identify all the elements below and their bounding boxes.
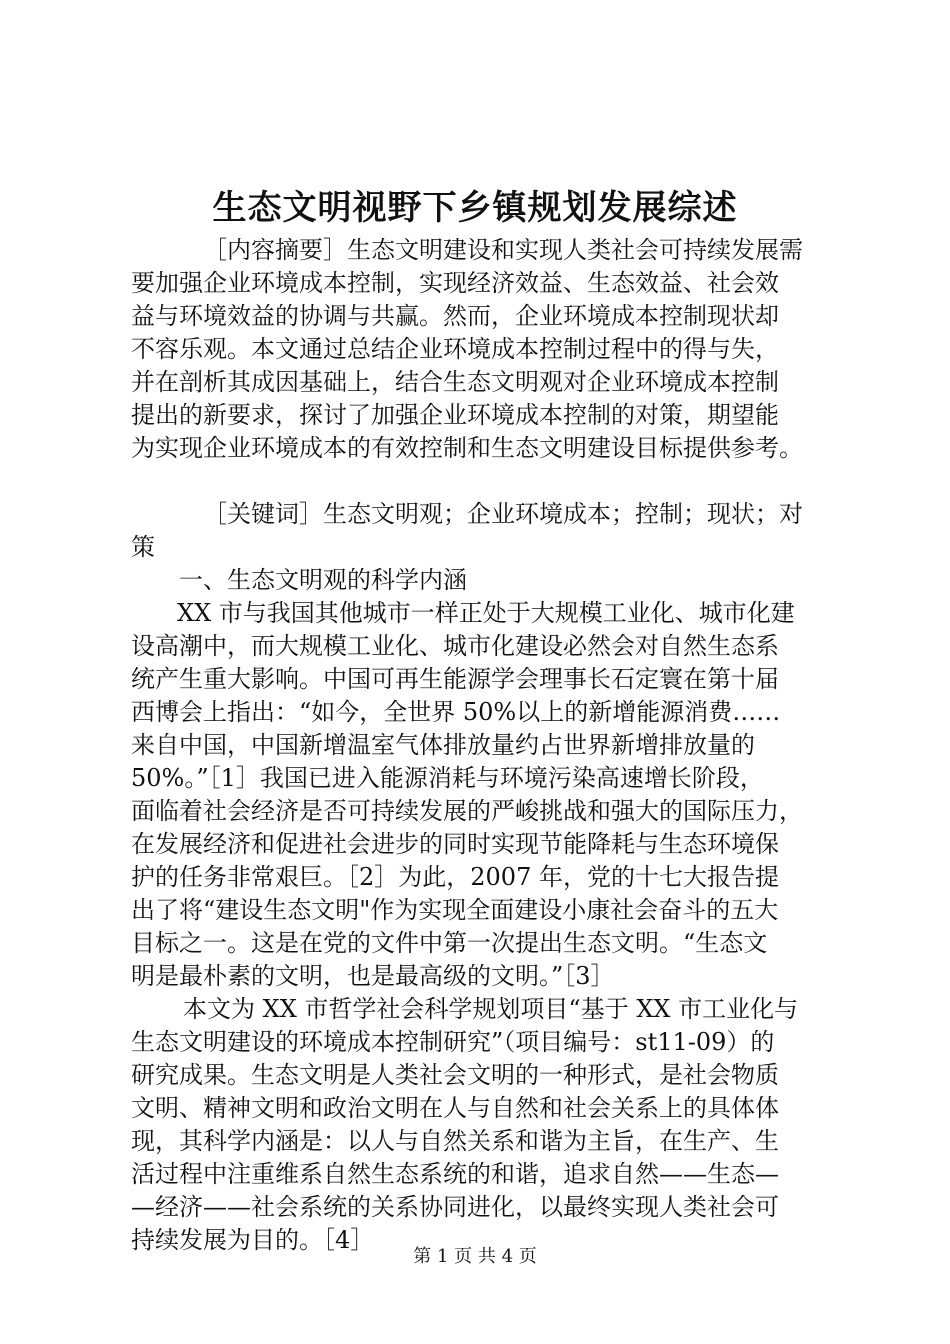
abstract-line: 为实现企业环境成本的有效控制和生态文明建设目标提供参考。 — [131, 434, 803, 462]
paragraph-line: XX 市与我国其他城市一样正处于大规模工业化、城市化建 — [177, 599, 795, 627]
keywords-line: 策 — [131, 533, 155, 561]
paragraph-line: 文明、精神文明和政治文明在人与自然和社会关系上的具体体 — [131, 1094, 779, 1122]
paragraph-line: 持续发展为目的。［4］ — [131, 1226, 375, 1254]
paragraph-line: 护的任务非常艰巨。［2］为此，2007 年，党的十七大报告提 — [131, 863, 779, 891]
document-body — [131, 234, 839, 1257]
section-heading: 一、生态文明观的科学内涵 — [179, 566, 467, 594]
paragraph-line: 统产生重大影响。中国可再生能源学会理事长石定寰在第十届 — [131, 665, 779, 693]
paragraph-line: 设高潮中，而大规模工业化、城市化建设必然会对自然生态系 — [131, 632, 779, 660]
paragraph-line: 目标之一。这是在党的文件中第一次提出生态文明。“生态文 — [131, 929, 768, 957]
paragraph-line: 西博会上指出：“如今，全世界 50%以上的新增能源消费…… — [131, 698, 781, 726]
paragraph-line: 活过程中注重维系自然生态系统的和谐，追求自然——生态— — [131, 1160, 779, 1188]
paragraph-line: —经济——社会系统的关系协同进化，以最终实现人类社会可 — [131, 1193, 779, 1221]
paragraph-line: 明是最朴素的文明，也是最高级的文明。”［3］ — [131, 962, 615, 990]
abstract-line: ［内容摘要］生态文明建设和实现人类社会可持续发展需 — [203, 236, 803, 264]
paragraph-line: 出了将“建设生态文明"作为实现全面建设小康社会奋斗的五大 — [131, 896, 779, 924]
document-title: 生态文明视野下乡镇规划发展综述 — [212, 188, 738, 228]
keywords-line: ［关键词］生态文明观；企业环境成本；控制；现状；对 — [203, 500, 803, 528]
paragraph-line: 研究成果。生态文明是人类社会文明的一种形式，是社会物质 — [131, 1061, 779, 1089]
paragraph-line: 来自中国，中国新增温室气体排放量约占世界新增排放量的 — [131, 731, 755, 759]
abstract-line: 不容乐观。本文通过总结企业环境成本控制过程中的得与失， — [131, 335, 779, 363]
abstract-line: 提出的新要求，探讨了加强企业环境成本控制的对策，期望能 — [131, 401, 779, 429]
page-number-footer: 第 1 页 共 4 页 — [413, 1246, 537, 1267]
paragraph-line: 在发展经济和促进社会进步的同时实现节能降耗与生态环境保 — [131, 830, 779, 858]
paragraph-line: 现，其科学内涵是：以人与自然关系和谐为主旨，在生产、生 — [131, 1127, 779, 1155]
paragraph-line: 50%。”［1］我国已进入能源消耗与环境污染高速增长阶段， — [131, 764, 764, 792]
paragraph-line: 面临着社会经济是否可持续发展的严峻挑战和强大的国际压力， — [131, 797, 803, 825]
paragraph-line: 生态文明建设的环境成本控制研究”（项目编号：st11-09）的 — [131, 1028, 775, 1056]
abstract-line: 益与环境效益的协调与共赢。然而，企业环境成本控制现状却 — [131, 302, 779, 330]
paragraph-spacer — [131, 465, 839, 498]
abstract-line: 并在剖析其成因基础上，结合生态文明观对企业环境成本控制 — [131, 368, 779, 396]
paragraph-line: 本文为 XX 市哲学社会科学规划项目“基于 XX 市工业化与 — [183, 995, 799, 1023]
abstract-line: 要加强企业环境成本控制，实现经济效益、生态效益、社会效 — [131, 269, 779, 297]
